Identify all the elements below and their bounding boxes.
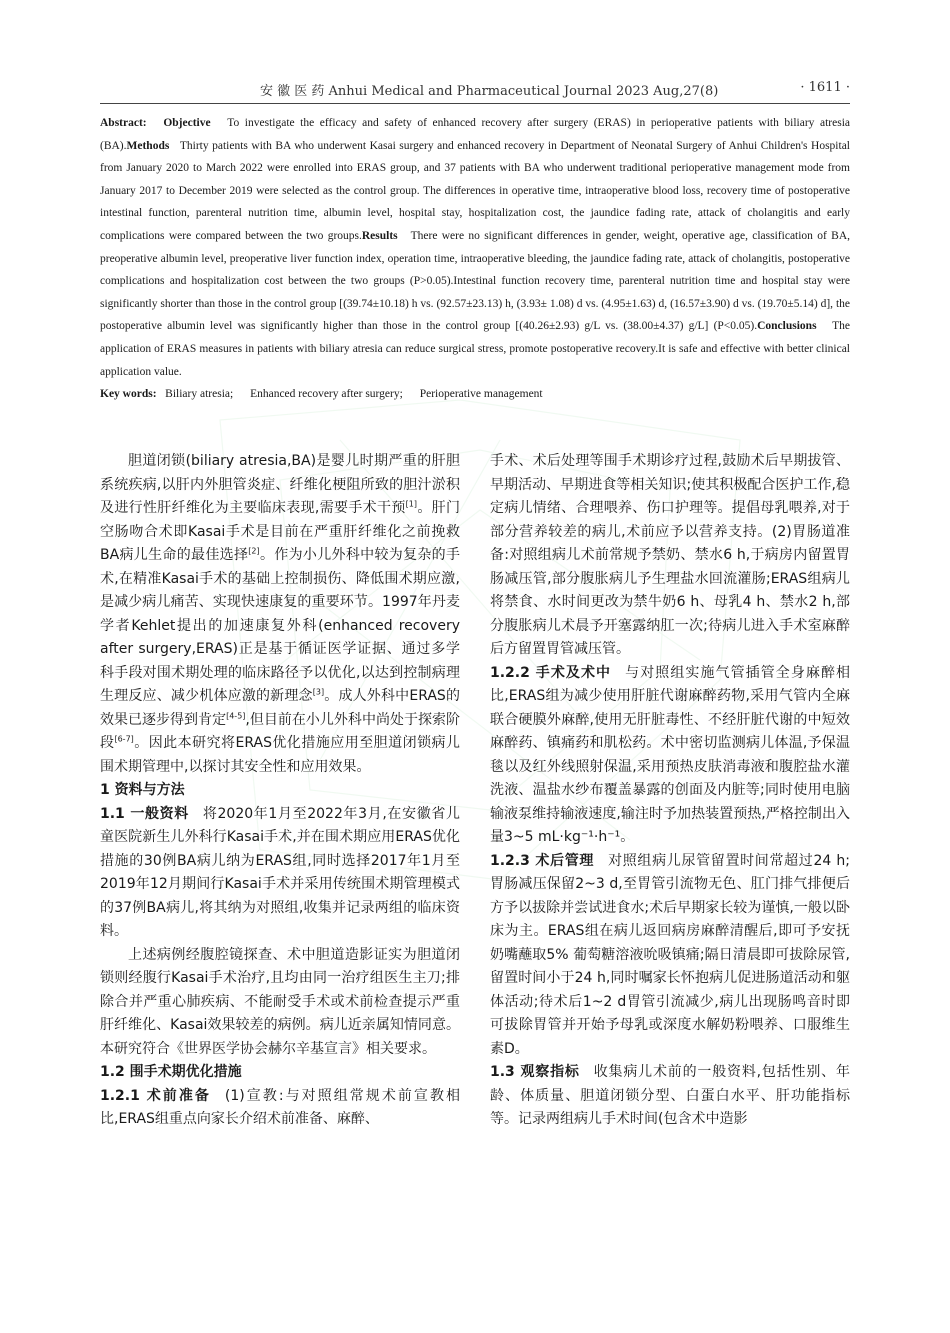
conclusions-label: Conclusions bbox=[757, 320, 817, 333]
conclusions-text: The application of ERAS measures in patients with biliary atresia can reduce surgical stress, promote postoperative recovery.It is safe and effective with better clinical application value. bbox=[100, 320, 850, 378]
body-paragraph: 上述病例经腹腔镜探查、术中胆道造影证实为胆道闭锁则经腹行Kasai手术治疗,且均由同一治疗组医生主刀;排除合并严重心肺疾病、不能耐受手术或术前检查提示严重肝纤维化、Kasai效果较差的病例。病儿近亲属知情同意。本研究符合《世界医学协会赫尔辛基宣言》相关要求。 bbox=[100, 946, 460, 1057]
objective-text: To investigate the efficacy and safety of enhanced recovery after surgery (ERAS) in perioperative patients with biliary atresia (BA). bbox=[100, 117, 850, 152]
section-1-2-3 bbox=[490, 850, 850, 1062]
section-1-2-1 bbox=[100, 1085, 460, 1132]
keywords-label: Key words: bbox=[100, 388, 157, 401]
keyword: Biliary atresia; bbox=[165, 388, 234, 401]
citation: [6-7] bbox=[114, 734, 134, 744]
subsection-text: 与对照组实施气管插管全身麻醉相比,ERAS组为减少使用肝脏代谢麻醉药物,采用气管内全麻联合硬膜外麻醉,使用无肝脏毒性、不经肝脏代谢的中短效麻醉药、镇痛药和肌松药。术中密切监测病儿体温,予保温毯以及红外线照射保温,采用预热皮肤消毒液和腹腔盐水灌洗液、温盐水纱布覆盖暴露的创面及内脏等;同时使用电脑输液泵维持输液速度,输注时予加热装置预热,严格控制出入量3~5 mL·kg⁻¹·h⁻¹。 bbox=[490, 664, 851, 845]
keywords-line bbox=[100, 383, 850, 406]
citation: [3] bbox=[312, 687, 325, 697]
intro-text: 胆道闭锁(biliary atresia,BA)是婴儿时期严重的肝胆系统疾病,以肝内外胆管炎症、纤维化梗阻所致的胆汁淤积及进行性肝纤维化为主要临床表现,需要手术干预 bbox=[100, 453, 460, 516]
intro-text: 。因此本研究将ERAS优化措施应用至胆道闭锁病儿围术期管理中,以探讨其安全性和应用效果。 bbox=[100, 735, 461, 775]
results-text: There were no significant differences in gender, weight, operative age, classification of BA, preoperative albumin level, preoperative liver function index, operation time, intraoperative bleeding, the jaundice fading rate, attack of cholangitis, postoperative complications and hospitalization cost between the two groups (P>0.05).Intestinal function recovery time, parenteral nutrition time and hospital stay were significantly shorter than those in the control group [(39.74±10.18) h vs. (92.57±23.13) h, (3.93± 1.08) d vs. (4.95±1.63) d, (16.57±3.90) d vs. (19.70±5.14) d], the postoperative albumin level was significantly higher than those in the control group [(40.26±2.93) g/L vs. (38.00±4.37) g/L] (P<0.05). bbox=[100, 229, 850, 333]
abstract-label: Abstract: bbox=[100, 117, 147, 129]
section-heading: 1 资料与方法 bbox=[100, 782, 185, 798]
body-paragraph: 手术、术后处理等围手术期诊疗过程,鼓励术后早期拔管、早期活动、早期进食等相关知识;使其积极配合医护工作,稳定病儿情绪、合理喂养、伤口护理等。提倡母乳喂养,对于部分营养较差的病儿,术前应予以营养支持。(2)胃肠道准备:对照组病儿术前常规予禁奶、禁水6 h,于病房内留置胃肠减压管,部分腹胀病儿予生理盐水回流灌肠;ERAS组病儿将禁食、水时间更改为禁牛奶6 h、母乳4 h、禁水2 h,部分腹胀病儿术晨予开塞露纳肛一次;待病儿进入手术室麻醉后方留置胃管减压管。 bbox=[490, 453, 850, 657]
subsection-text: (1)宣教:与对照组常规术前宣教相比,ERAS组重点向家长介绍术前准备、麻醉、 bbox=[100, 1087, 460, 1127]
abstract-block bbox=[100, 112, 850, 406]
subsection-label: 1.2.2 手术及术中 bbox=[490, 664, 612, 681]
subsection-heading: 1.2 围手术期优化措施 bbox=[100, 1064, 242, 1080]
subsection-label: 1.2.3 术后管理 bbox=[490, 852, 595, 869]
intro-text: ,但目前在小儿外科中尚处于探索阶段 bbox=[100, 711, 461, 751]
methods-text: Thirty patients with BA who underwent Kasai surgery and enhanced recovery in Department of Neonatal Surgery of Anhui Children's Hospital from January 2020 to March 2022 were enrolled into ERAS group, and 37 patients with BA who underwent traditional perioperative management mode from January 2017 to December 2019 were selected as the control group. The differences in operative time, intraoperative blood loss, recovery time of postoperative intestinal function, parenteral nutrition time, albumin level, hospital stay, hospitalization cost, the jaundice fading rate, attack of cholangitis and early complications were compared between the two groups. bbox=[100, 139, 850, 242]
intro-text: 。作为小儿外科中较为复杂的手术,在精准Kasai手术的基础上控制损伤、降低围术期应激,是减少病儿痛苦、实现快速康复的重要环节。1997年丹麦学者Kehlet提出的加速康复外科(enhanced recovery after surgery,ERAS)正是基于循证医学证据、通过多学科手段对围术期处理的临床路径予以优化,以达到控制病理生理反应、减少机体应激的新理念 bbox=[100, 547, 460, 704]
journal-citation: 安 徽 医 药 Anhui Medical and Pharmaceutical Journal 2023 Aug,27(8) bbox=[260, 84, 719, 99]
results-label: Results bbox=[361, 229, 398, 242]
right-column bbox=[490, 450, 850, 1132]
citation: [1] bbox=[405, 499, 418, 509]
citation: [4-5] bbox=[226, 710, 246, 720]
keyword: Enhanced recovery after surgery; bbox=[250, 388, 403, 401]
section-1-2-2 bbox=[490, 662, 850, 850]
header-rule bbox=[100, 103, 850, 104]
subsection-text: 将2020年1月至2022年3月,在安徽省儿童医院新生儿外科行Kasai手术,并在围术期应用ERAS优化措施的30例BA病儿纳为ERAS组,同时选择2017年1月至2019年12月期间行Kasai手术并采用传统围术期管理模式的37例BA病儿,将其纳为对照组,收集并记录两组的临床资料。 bbox=[100, 805, 460, 939]
objective-label: Objective bbox=[163, 117, 211, 129]
intro-text: 。肝门空肠吻合术即Kasai手术是目前在严重肝纤维化之前挽救BA病儿生命的最佳选择 bbox=[100, 500, 460, 563]
keyword: Perioperative management bbox=[419, 388, 543, 401]
section-1-1 bbox=[100, 803, 460, 944]
intro-paragraph bbox=[100, 450, 460, 779]
methods-label: Methods bbox=[126, 139, 170, 152]
citation: [2] bbox=[248, 546, 260, 556]
subsection-text: 对照组病儿尿管留置时间常超过24 h;胃肠减压保留2~3 d,至胃管引流物无色、肛门排气排便后方予以拔除并尝试进食水;术后早期家长较为谨慎,一般以卧床为主。ERAS组在病儿返回病房麻醉清醒后,即可予安抚奶嘴蘸取5% 葡萄糖溶液吮吸镇痛;隔日清晨即可拔除尿管,留置时间小于24 h,同时嘱家长怀抱病儿促进肠道活动和躯体活动;待术后1~2 d胃管引流减少,病儿出现肠鸣音时即可拔除胃管并开始予母乳或深度水解奶粉喂养、口服维生素D。 bbox=[490, 852, 851, 1057]
section-1-3 bbox=[490, 1061, 850, 1132]
left-column bbox=[100, 450, 460, 1132]
subsection-text: 收集病儿术前的一般资料,包括性别、年龄、体质量、胆道闭锁分型、白蛋白水平、肝功能指标等。记录两组病儿手术时间(包含术中造影 bbox=[490, 1064, 850, 1127]
subsection-label: 1.2.1 术前准备 bbox=[100, 1087, 211, 1104]
running-header bbox=[100, 80, 850, 100]
subsection-label: 1.3 观察指标 bbox=[490, 1064, 580, 1080]
intro-text: 。成人外科中ERAS的效果已逐步得到肯定 bbox=[100, 688, 460, 728]
subsection-label: 1.1 一般资料 bbox=[100, 805, 189, 822]
page-number: · 1611 · bbox=[800, 80, 850, 95]
